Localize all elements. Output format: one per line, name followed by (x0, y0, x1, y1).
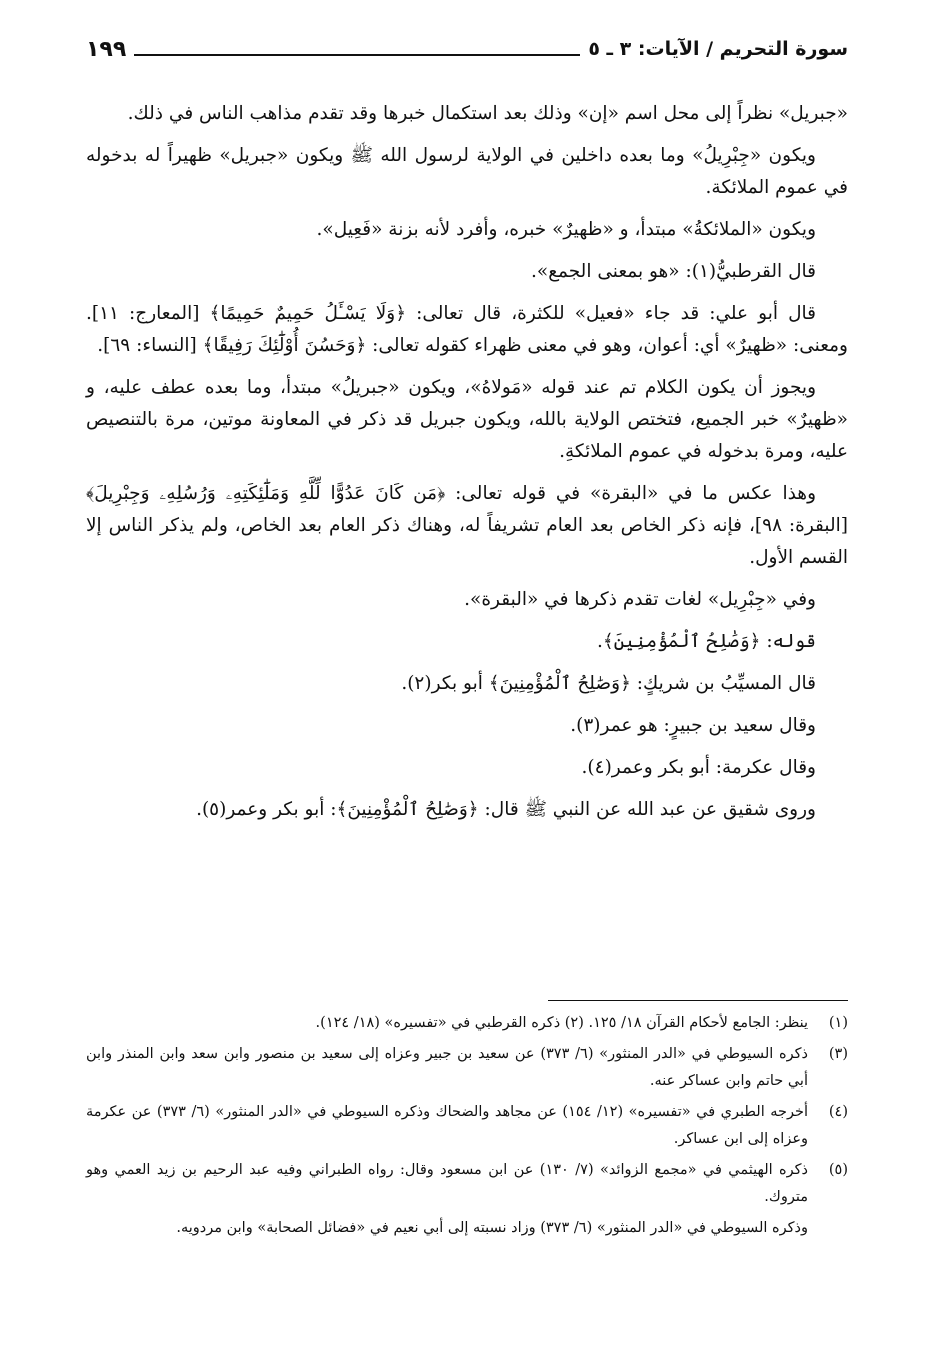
footnote-text: ينظر: الجامع لأحكام القرآن ١٨/ ١٢٥. (٢) ذكره القرطبي في «تفسيره» (١٨/ ١٢٤). (315, 1015, 808, 1031)
footnotes (86, 1010, 848, 1242)
paragraph: وهذا عكس ما في «البقرة» في قوله تعالى: ﴿مَن كَانَ عَدُوًّا لِّلَّهِ وَمَلَٰٓئِكَتِهِۦ وَرُسُلِهِۦ وَجِبْرِيلَ﴾ [البقرة: ٩٨]، فإنه ذكر الخاص بعد العام تشريفاً له، وهناك ذكر العام بعد الخاص، ولم يذكر الناس إلا القسم الأول. (86, 483, 848, 568)
paragraph: ويكون «جِبْرِيلُ» وما بعده داخلين في الولاية لرسول الله ﷺ ويكون «جبريل» ظهيراً له بدخوله في عموم الملائكة. (86, 145, 848, 198)
paragraph: «جبريل» نظراً إلى محل اسم «إن» وذلك بعد استكمال خبرها وقد تقدم مذاهب الناس في ذلك. (127, 103, 848, 124)
footnote-number: (١) (828, 1015, 848, 1031)
footnote (86, 1010, 848, 1037)
footnote-number: (٥) (828, 1162, 848, 1178)
paragraph: ويجوز أن يكون الكلام تم عند قوله «مَولاهُ»، ويكون «جبريلُ» مبتدأ، وما بعده عطف عليه، و «ظهيرٌ» خبر الجميع، فتختص الولاية بالله، ويكون جبريل قد ذكر في المعاونة موتين، مرة بالتنصيص عليه، ومرة بدخوله في عموم الملائكةِ. (86, 377, 848, 462)
footnote (86, 1041, 848, 1095)
footnote-divider (548, 1000, 848, 1001)
paragraph: قال أبو علي: قد جاء «فعيل» للكثرة، قال تعالى: ﴿وَلَا يَسْـَٔلُ حَمِيمٌ حَمِيمًا﴾ [المعارج: ١١]. ومعنى: «ظهيرٌ» أي: أعوان، وهو في معنى ظهراء كقوله تعالى: ﴿وَحَسُنَ أُوْلَٰٓئِكَ رَفِيقًا﴾ [النساء: ٦٩]. (86, 303, 848, 356)
text-line: وفي «جِبْرِيل» لغات تقدم ذكرها في «البقرة». (464, 589, 816, 610)
paragraph: قال القرطبيُّ(١): «هو بمعنى الجمع». (531, 261, 816, 282)
text-line: وقال سعيد بن جبيرٍ: هو عمر(٣). (570, 715, 816, 736)
footnote (86, 1157, 848, 1211)
page-number: ١٩٩ (86, 37, 127, 62)
footnote-text: أخرجه الطبري في «تفسيره» (١٢/ ١٥٤) عن مجاهد والضحاك وذكره السيوطي في «الدر المنثور» (٦/ ٣٧٣) عن عكرمة وعزاه إلى ابن عساكر. (86, 1104, 808, 1147)
running-title: سورة التحريم / الآيات: ٣ ـ ٥ (588, 38, 848, 60)
footnote-continuation: وذكره السيوطي في «الدر المنثور» (٦/ ٣٧٣) وزاد نسبته إلى أبي نعيم في «فضائل الصحابة» وابن مردويه. (176, 1220, 808, 1236)
text-line: وروى شقيق عن عبد الله عن النبي ﷺ قال: ﴿وَصَٰلِحُ ٱلْمُؤْمِنِينَ﴾: أبو بكر وعمر(٥). (196, 799, 816, 820)
text-line: وقال عكرمة: أبو بكر وعمر(٤). (581, 757, 816, 778)
text-line: قال المسيِّبُ بن شريكٍ: ﴿وَصَٰلِحُ ٱلْمُؤْمِنِينَ﴾ أبو بكر(٢). (401, 673, 816, 694)
text-line: قوله: ﴿وَصَٰلِحُ ٱلْمُؤْمِنِينَ﴾. (597, 631, 816, 652)
footnote-text: ذكره الهيثمي في «مجمع الزوائد» (٧/ ١٣٠) عن ابن مسعود وقال: رواه الطبراني وفيه عبد الرحيم بن زيد العمي وهو متروك. (86, 1162, 809, 1205)
footnote-number: (٣) (828, 1046, 848, 1062)
paragraph: ويكون «الملائكةُ» مبتدأ، و «ظهيرٌ» خبره، وأفرد لأنه بزنة «فَعِيل». (316, 219, 816, 240)
header-rule (134, 54, 580, 56)
footnote (86, 1099, 848, 1153)
page-header (86, 26, 848, 62)
main-text (86, 98, 848, 836)
footnote-text: ذكره السيوطي في «الدر المنثور» (٦/ ٣٧٣) عن سعيد بن جبير وعزاه إلى سعيد بن منصور وابن سعد وابن المنذر وابن أبي حاتم وابن عساكر عنه. (86, 1046, 808, 1089)
footnote-number: (٤) (828, 1104, 848, 1120)
